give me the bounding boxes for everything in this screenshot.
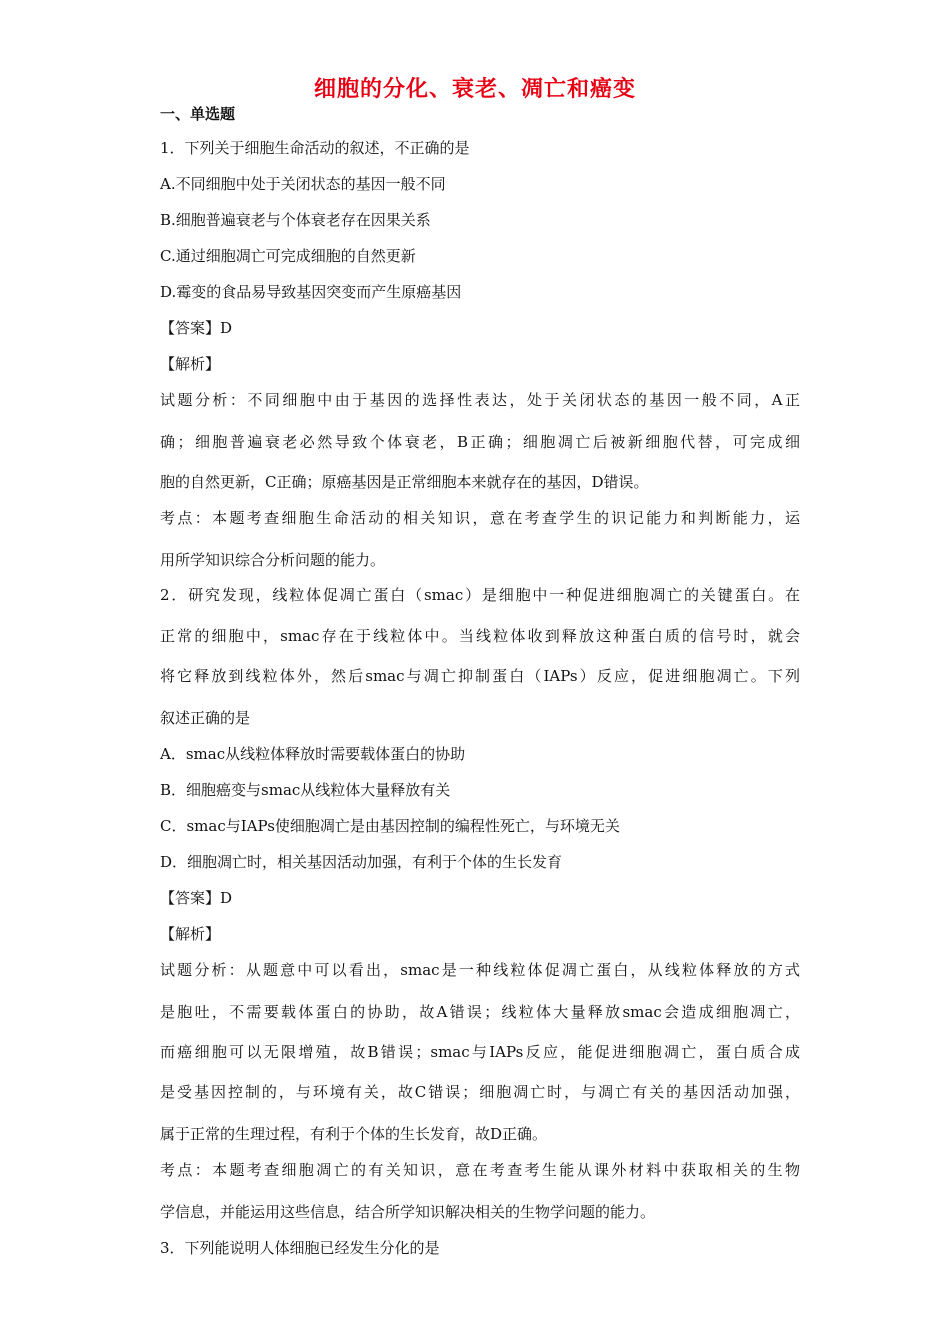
question-2-kaodian-line: 考点：本题考查细胞凋亡的有关知识，意在考查考生能从课外材料中获取相关的生物 bbox=[160, 1161, 800, 1179]
question-2-option-b: B．细胞癌变与smac从线粒体大量释放有关 bbox=[160, 781, 451, 799]
question-1-option-d: D.霉变的食品易导致基因突变而产生原癌基因 bbox=[160, 283, 462, 301]
question-1-analysis-line: 胞的自然更新，C正确；原癌基因是正常细胞本来就存在的基因，D错误。 bbox=[160, 473, 649, 491]
question-2-analysis-line: 属于正常的生理过程，有利于个体的生长发育，故D正确。 bbox=[160, 1125, 548, 1143]
question-1-stem: 1．下列关于细胞生命活动的叙述，不正确的是 bbox=[160, 139, 470, 157]
question-2-answer: 【答案】D bbox=[160, 889, 233, 907]
question-2-option-d: D．细胞凋亡时，相关基因活动加强，有利于个体的生长发育 bbox=[160, 853, 563, 871]
question-1-analysis-line: 确；细胞普遍衰老必然导致个体衰老，B正确；细胞凋亡后被新细胞代替，可完成细 bbox=[160, 433, 800, 451]
question-1-option-b: B.细胞普遍衰老与个体衰老存在因果关系 bbox=[160, 211, 431, 229]
question-2-analysis-line: 是胞吐，不需要载体蛋白的协助，故A错误；线粒体大量释放smac会造成细胞凋亡， bbox=[160, 1003, 800, 1021]
question-2-stem-line: 将它释放到线粒体外，然后smac与凋亡抑制蛋白（IAPs）反应，促进细胞凋亡。下列 bbox=[160, 667, 800, 685]
question-2-analysis-line: 而癌细胞可以无限增殖，故B错误；smac与IAPs反应，能促进细胞凋亡，蛋白质合成 bbox=[160, 1043, 800, 1061]
question-3-stem: 3．下列能说明人体细胞已经发生分化的是 bbox=[160, 1239, 440, 1257]
question-1-answer: 【答案】D bbox=[160, 319, 233, 337]
section-heading: 一、单选题 bbox=[160, 105, 236, 123]
question-2-kaodian-line: 学信息，并能运用这些信息，结合所学知识解决相关的生物学问题的能力。 bbox=[160, 1203, 656, 1221]
question-2-analysis-label: 【解析】 bbox=[160, 925, 221, 943]
question-1-option-c: C.通过细胞凋亡可完成细胞的自然更新 bbox=[160, 247, 416, 265]
question-1-kaodian-line: 考点：本题考查细胞生命活动的相关知识，意在考查学生的识记能力和判断能力，运 bbox=[160, 509, 800, 527]
question-1-analysis-line: 试题分析：不同细胞中由于基因的选择性表达，处于关闭状态的基因一般不同，A正 bbox=[160, 391, 800, 409]
question-2-analysis-line: 是受基因控制的，与环境有关，故C错误；细胞凋亡时，与凋亡有关的基因活动加强， bbox=[160, 1083, 800, 1101]
question-2-stem-line: 正常的细胞中，smac存在于线粒体中。当线粒体收到释放这种蛋白质的信号时，就会 bbox=[160, 627, 800, 645]
question-1-kaodian-line: 用所学知识综合分析问题的能力。 bbox=[160, 551, 386, 569]
question-1-option-a: A.不同细胞中处于关闭状态的基因一般不同 bbox=[160, 175, 446, 193]
question-2-option-a: A．smac从线粒体释放时需要载体蛋白的协助 bbox=[160, 745, 466, 763]
question-2-stem-line: 叙述正确的是 bbox=[160, 709, 251, 727]
question-2-stem-line: 2．研究发现，线粒体促凋亡蛋白（smac）是细胞中一种促进细胞凋亡的关键蛋白。在 bbox=[160, 586, 800, 604]
question-2-option-c: C．smac与IAPs使细胞凋亡是由基因控制的编程性死亡，与环境无关 bbox=[160, 817, 620, 835]
document-title: 细胞的分化、衰老、凋亡和癌变 bbox=[313, 76, 636, 102]
question-1-analysis-label: 【解析】 bbox=[160, 355, 221, 373]
question-2-analysis-line: 试题分析：从题意中可以看出，smac是一种线粒体促凋亡蛋白，从线粒体释放的方式 bbox=[160, 961, 800, 979]
